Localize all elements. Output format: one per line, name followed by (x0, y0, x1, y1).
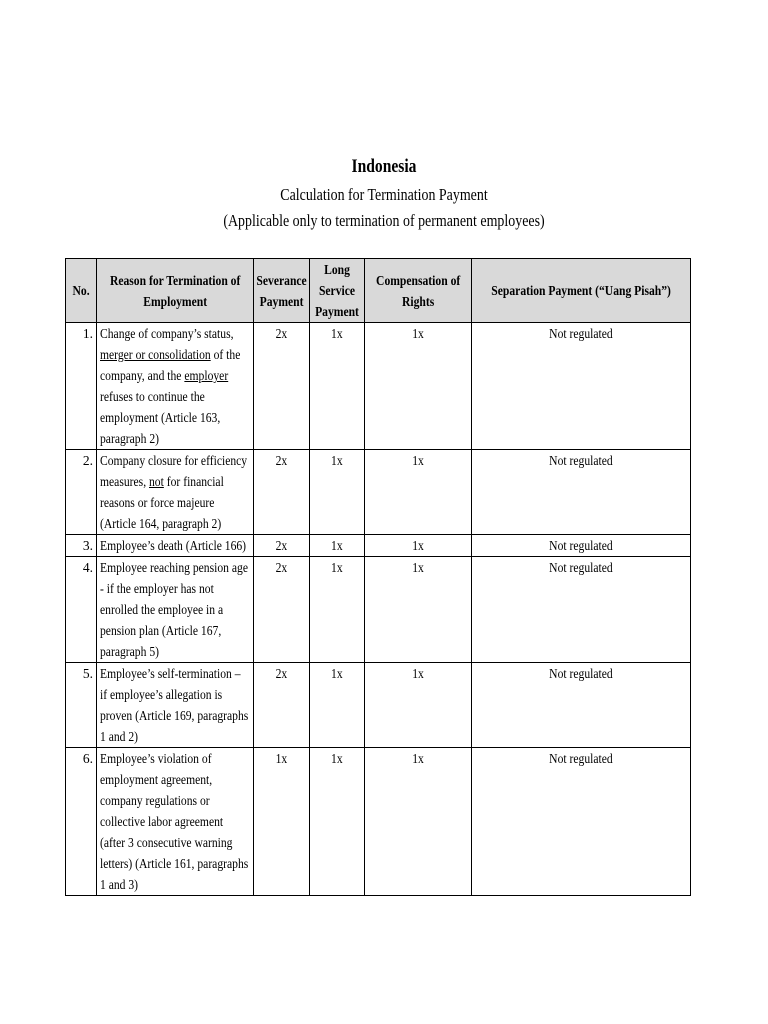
page-subtitle: Calculation for Termination Payment (280, 185, 488, 204)
row-compensation: 1x (365, 663, 472, 748)
page-title: Indonesia (351, 156, 417, 177)
table-row (66, 663, 691, 748)
row-severance: 2x (254, 450, 310, 535)
row-severance: 1x (254, 748, 310, 896)
row-long-service: 1x (310, 748, 365, 896)
row-number: 4. (66, 557, 97, 663)
row-compensation: 1x (365, 748, 472, 896)
table-row (66, 535, 691, 557)
header-reason: Reason for Termination of Employment (97, 259, 254, 323)
row-number: 1. (66, 323, 97, 450)
header-compensation: Compensation of Rights (365, 259, 472, 323)
header-separation: Separation Payment (“Uang Pisah”) (472, 259, 691, 323)
termination-payment-table (65, 258, 691, 896)
row-severance: 2x (254, 323, 310, 450)
row-reason: Employee’s self-termination – if employee’s allegation is proven (Article 169, paragraphs 1 and 2) (97, 663, 254, 748)
row-compensation: 1x (365, 557, 472, 663)
row-separation: Not regulated (472, 450, 691, 535)
table-row (66, 323, 691, 450)
table-row (66, 557, 691, 663)
table-row (66, 450, 691, 535)
row-separation: Not regulated (472, 323, 691, 450)
document-heading (0, 152, 768, 234)
row-reason: Company closure for efficiency measures, not for financial reasons or force majeure (Article 164, paragraph 2) (97, 450, 254, 535)
table-header-row (66, 259, 691, 323)
row-long-service: 1x (310, 557, 365, 663)
row-long-service: 1x (310, 450, 365, 535)
row-reason: Employee’s violation of employment agreement, company regulations or collective labor agreement (after 3 consecutive warning letters) (Article 161, paragraphs 1 and 3) (97, 748, 254, 896)
row-reason: Employee’s death (Article 166) (97, 535, 254, 557)
row-long-service: 1x (310, 323, 365, 450)
row-long-service: 1x (310, 535, 365, 557)
row-compensation: 1x (365, 323, 472, 450)
header-severance: Severance Payment (254, 259, 310, 323)
header-no: No. (66, 259, 97, 323)
row-number: 6. (66, 748, 97, 896)
applicability-note: (Applicable only to termination of permanent employees) (223, 211, 545, 230)
row-reason: Change of company’s status, merger or consolidation of the company, and the employer refuses to continue the employment (Article 163, paragraph 2) (97, 323, 254, 450)
row-separation: Not regulated (472, 535, 691, 557)
row-severance: 2x (254, 557, 310, 663)
row-number: 2. (66, 450, 97, 535)
row-severance: 2x (254, 663, 310, 748)
row-compensation: 1x (365, 450, 472, 535)
row-long-service: 1x (310, 663, 365, 748)
row-number: 3. (66, 535, 97, 557)
row-separation: Not regulated (472, 557, 691, 663)
table-row (66, 748, 691, 896)
row-separation: Not regulated (472, 748, 691, 896)
row-reason: Employee reaching pension age - if the employer has not enrolled the employee in a pension plan (Article 167, paragraph 5) (97, 557, 254, 663)
row-separation: Not regulated (472, 663, 691, 748)
row-number: 5. (66, 663, 97, 748)
row-compensation: 1x (365, 535, 472, 557)
row-severance: 2x (254, 535, 310, 557)
header-long-service: Long Service Payment (310, 259, 365, 323)
